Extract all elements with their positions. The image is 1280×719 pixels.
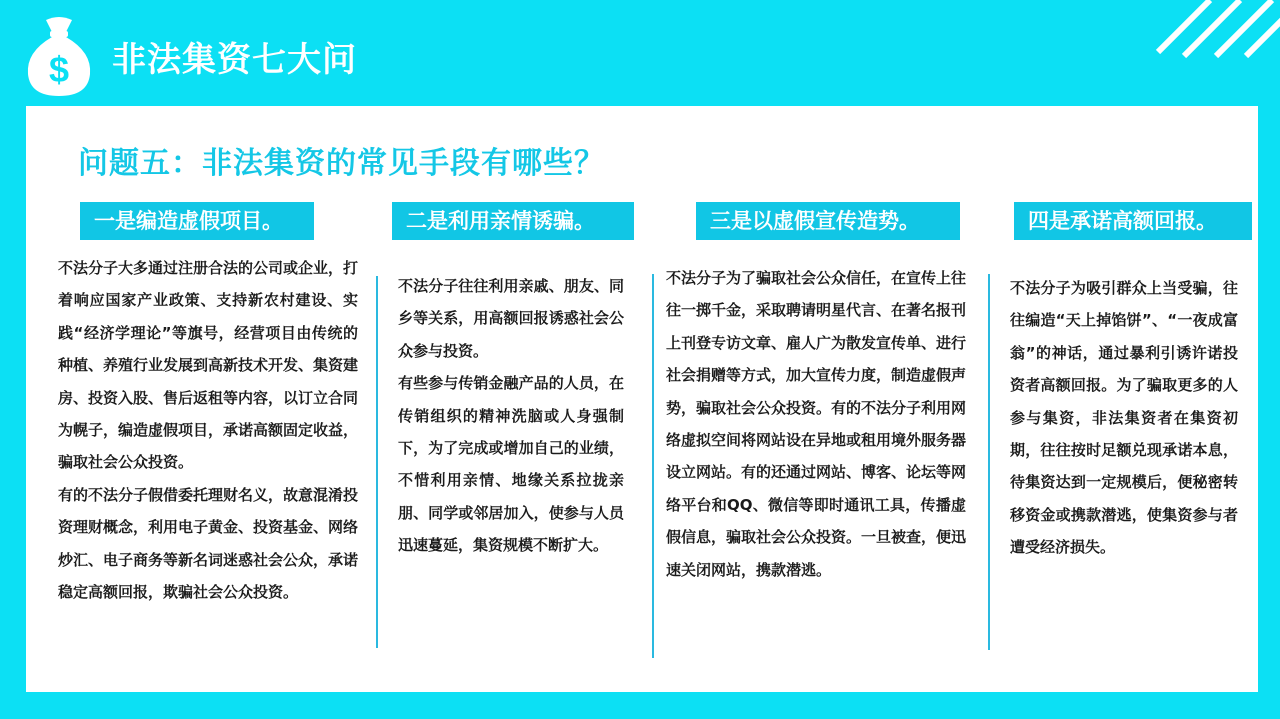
column-2-paragraph-1: 不法分子往往利用亲戚、朋友、同乡等关系，用高额回报诱惑社会公众参与投资。 [398,277,624,360]
column-2-paragraph-2: 有些参与传销金融产品的人员，在传销组织的精神洗脑或人身强制下，为了完成或增加自己的业绩，不惜利用亲情、地缘关系拉拢亲朋、同学或邻居加入，使参与人员迅速蔓延，集资规模不断扩大。 [398,374,624,555]
decorative-stripes [1150,0,1280,60]
column-1-paragraph-1: 不法分子大多通过注册合法的公司或企业，打着响应国家产业政策、支持新农村建设、实践“经济学理论”等旗号，经营项目由传统的种植、养殖行业发展到高新技术开发、集资建房、投资入股、售后返租等内容，以订立合同为幌子，编造虚假项目，承诺高额固定收益，骗取社会公众投资。 [58,259,359,472]
app-title: 非法集资七大问 [112,40,357,80]
footer-bar [26,692,1258,719]
column-heading-4: 四是承诺高额回报。 [1014,202,1252,240]
column-divider-3 [988,274,990,650]
column-heading-1: 一是编造虚假项目。 [80,202,314,240]
column-heading-3: 三是以虚假宣传造势。 [696,202,960,240]
column-body-1 [58,252,358,608]
column-1-paragraph-2: 有的不法分子假借委托理财名义，故意混淆投资理财概念，利用电子黄金、投资基金、网络炒汇、电子商务等新名词迷惑社会公众，承诺稳定高额回报，欺骗社会公众投资。 [58,485,359,602]
money-bag-icon [22,12,96,98]
column-3-paragraph-1: 不法分子为了骗取社会公众信任，在宣传上往往一掷千金，采取聘请明星代言、在著名报刊上刊登专访文章、雇人广为散发宣传单、进行社会捐赠等方式，加大宣传力度，制造虚假声势，骗取社会公众投资。有的不法分子利用网络虚拟空间将网站设在异地或租用境外服务器设立网站。有的还通过网站、博客、论坛等网络平台和QQ、微信等即时通讯工具，传播虚假信息，骗取社会公众投资。一旦被查，便迅速关闭网站，携款潜逃。 [666,269,967,579]
column-divider-2 [652,274,654,658]
column-4-paragraph-1: 不法分子为吸引群众上当受骗，往往编造“天上掉馅饼”、“一夜成富翁”的神话，通过暴利引诱许诺投资者高额回报。为了骗取更多的人参与集资，非法集资者在集资初期，往往按时足额兑现承诺本息，待集资达到一定规模后，便秘密转移资金或携款潜逃，使集资参与者遭受经济损失。 [1010,279,1238,557]
question-title: 问题五：非法集资的常见手段有哪些？ [78,146,605,181]
column-heading-2: 二是利用亲情诱骗。 [392,202,634,240]
dollar-sign: $ [48,49,70,90]
content-panel [26,106,1258,692]
header [0,0,1280,100]
column-divider-1 [376,276,378,648]
column-body-4 [1010,272,1238,564]
column-body-3 [666,262,966,586]
column-body-2 [398,270,624,562]
